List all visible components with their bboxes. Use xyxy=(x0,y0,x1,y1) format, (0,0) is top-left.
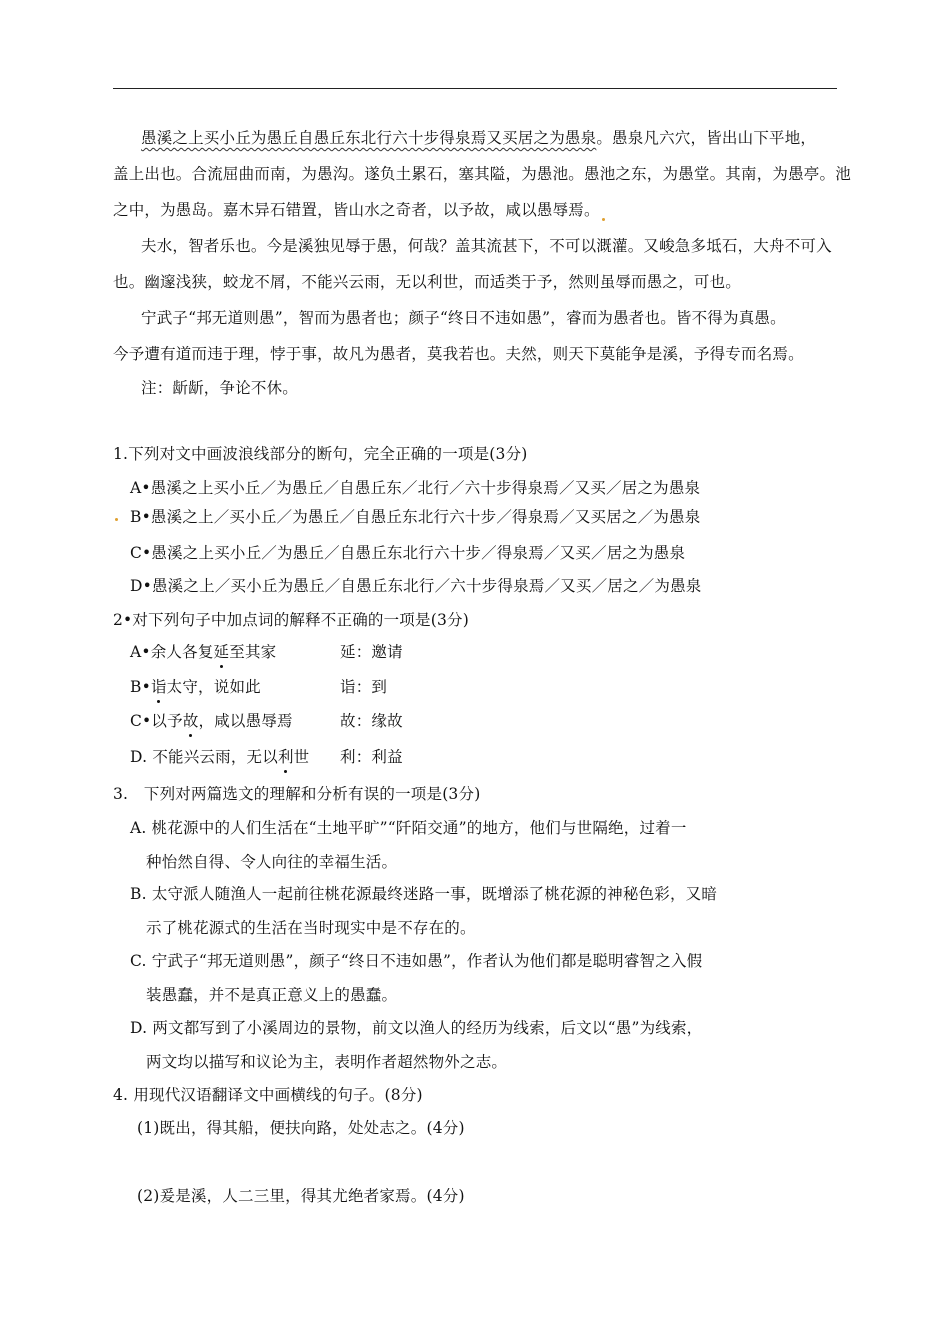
question-1-option-d: D•愚溪之上／买小丘为愚丘／自愚丘东北行／六十步得泉焉／又买／居之／为愚泉 xyxy=(130,577,702,595)
question-3-option-a-cont: 种怡然自得、令人向往的幸福生活。 xyxy=(146,853,398,871)
passage-line: 之中，为愚岛。嘉木异石错置，皆山水之奇者，以予故，咸以愚辱焉。 xyxy=(113,200,607,221)
annotation-mark xyxy=(115,518,118,521)
question-4-sentence-1: (1)既出，得其船，便扶向路，处处志之。(4分) xyxy=(137,1119,465,1137)
passage-line: 也。幽邃浅狭，蛟龙不屑，不能兴云雨，无以利世，而适类于予，然则虽辱而愚之，可也。 xyxy=(113,273,742,291)
question-4-stem: 4. 用现代汉语翻译文中画横线的句子。(8分) xyxy=(113,1086,423,1104)
question-3-stem: 3. 下列对两篇选文的理解和分析有误的一项是(3分) xyxy=(113,785,481,803)
question-1-option-b: B•愚溪之上／买小丘／为愚丘／自愚丘东北行六十步／得泉焉／又买居之／为愚泉 xyxy=(130,508,701,526)
question-2-explanation-b: 诣：到 xyxy=(340,678,388,696)
note: 注：龂龂，争论不休。 xyxy=(141,379,299,397)
question-2-explanation-c: 故：缘故 xyxy=(340,712,403,730)
question-2-option-c: C•以予故，咸以愚辱焉 xyxy=(130,712,293,730)
question-3-option-d: D. 两文都写到了小溪周边的景物，前文以渔人的经历为线索，后文以“愚”为线索， xyxy=(130,1019,703,1037)
question-1-option-a: A•愚溪之上买小丘／为愚丘／自愚丘东／北行／六十步得泉焉／又买／居之为愚泉 xyxy=(130,479,701,497)
question-3-option-a: A. 桃花源中的人们生活在“土地平旷”“阡陌交通”的地方，他们与世隔绝，过着一 xyxy=(130,819,687,837)
passage-line: 今予遭有道而违于理，悖于事，故凡为愚者，莫我若也。夫然，则天下莫能争是溪，予得专而名焉。 xyxy=(113,345,804,363)
dotted-word: 延 xyxy=(213,643,230,661)
header-rule xyxy=(113,88,837,89)
question-1-stem: 1.下列对文中画波浪线部分的断句，完全正确的一项是(3分) xyxy=(113,445,528,463)
question-3-option-c-cont: 装愚蠢，并不是真正意义上的愚蠢。 xyxy=(146,986,398,1004)
question-2-option-b: B•诣太守，说如此 xyxy=(130,678,261,696)
dotted-word: 利 xyxy=(277,748,294,766)
passage-line: 盖上出也。合流屈曲而南，为愚沟。遂负土累石，塞其隘，为愚池。愚池之东，为愚堂。其南，为愚亭。池 xyxy=(113,165,851,183)
dotted-word: 诣 xyxy=(150,678,167,696)
question-2-explanation-d: 利：利益 xyxy=(340,748,403,766)
question-2-explanation-a: 延：邀请 xyxy=(340,643,403,661)
passage-line: 宁武子“邦无道则愚”，智而为愚者也；颜子“终日不违如愚”，睿而为愚者也。皆不得为真愚。 xyxy=(141,309,786,327)
question-2-option-a: A•余人各复延至其家 xyxy=(130,643,277,661)
question-4-sentence-2: (2)爰是溪，人二三里，得其尤绝者家焉。(4分) xyxy=(137,1187,465,1205)
annotation-mark xyxy=(602,218,605,221)
question-3-option-b-cont: 示了桃花源式的生活在当时现实中是不存在的。 xyxy=(146,919,476,937)
passage-line: 夫水，智者乐也。今是溪独见辱于愚，何哉？盖其流甚下，不可以溉灌。又峻急多坻石，大舟不可入 xyxy=(141,237,832,255)
question-3-option-c: C. 宁武子“邦无道则愚”，颜子“终日不违如愚”，作者认为他们都是聪明睿智之入假 xyxy=(130,952,703,970)
question-1-option-c: C•愚溪之上买小丘／为愚丘／自愚丘东北行六十步／得泉焉／又买／居之为愚泉 xyxy=(130,544,686,562)
question-3-option-b: B. 太守派人随渔人一起前往桃花源最终迷路一事，既增添了桃花源的神秘色彩，又暗 xyxy=(130,885,718,903)
question-2-option-d: D. 不能兴云雨，无以利世 xyxy=(130,748,310,766)
question-3-option-d-cont: 两文均以描写和议论为主，表明作者超然物外之志。 xyxy=(146,1053,508,1071)
passage-line: 愚溪之上买小丘为愚丘自愚丘东北行六十步得泉焉又买居之为愚泉。愚泉凡六穴，皆出山下平地， xyxy=(141,129,817,147)
wavy-underlined-text: 愚溪之上买小丘为愚丘自愚丘东北行六十步得泉焉又买居之为愚泉 xyxy=(141,129,597,147)
question-2-stem: 2•对下列句子中加点词的解释不正确的一项是(3分) xyxy=(113,611,469,629)
dotted-word: 故 xyxy=(182,712,199,730)
